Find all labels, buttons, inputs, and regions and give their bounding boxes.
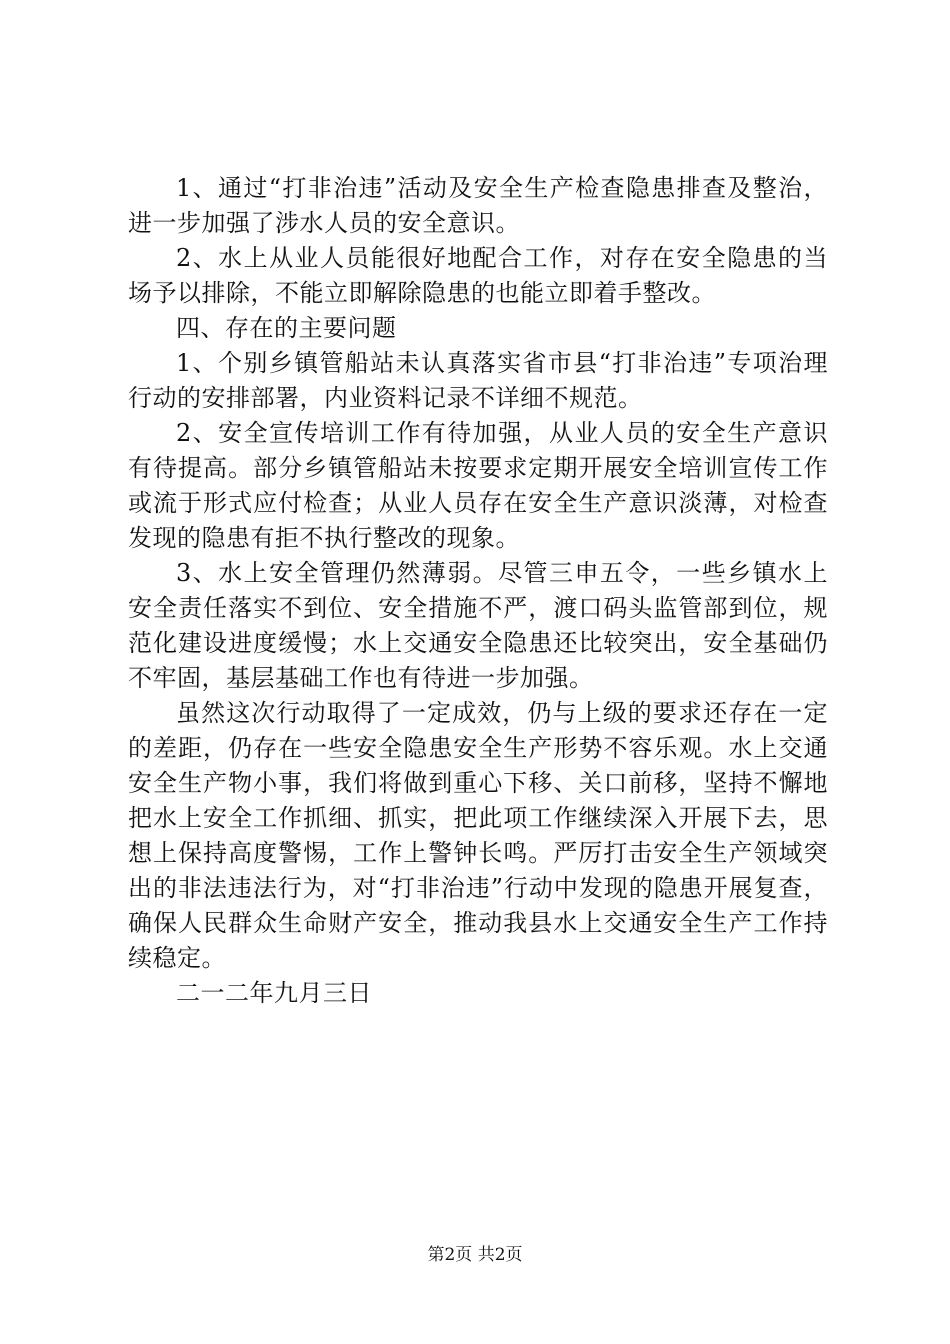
paragraph-problem-3: 3、水上安全管理仍然薄弱。尽管三申五令，一些乡镇水上安全责任落实不到位、安全措施不严，渡口码头监管部到位，规范化建设进度缓慢；水上交通安全隐患还比较突出，安全基础仍不牢固，基层基础工作也有待进一步加强。	[128, 559, 828, 692]
section-heading-problems: 四、存在的主要问题	[176, 314, 397, 342]
paragraph-problem-2: 2、安全宣传培训工作有待加强，从业人员的安全生产意识有待提高。部分乡镇管船站未按要求定期开展安全培训宣传工作或流于形式应付检查；从业人员存在安全生产意识淡薄，对检查发现的隐患有拒不执行整改的现象。	[128, 419, 828, 552]
paragraph-problem-1: 1、个别乡镇管船站未认真落实省市县“打非治违”专项治理行动的安排部署，内业资料记录不详细不规范。	[128, 349, 828, 412]
document-date: 二一二年九月三日	[176, 979, 372, 1007]
paragraph-result-1: 1、通过“打非治违”活动及安全生产检查隐患排查及整治，进一步加强了涉水人员的安全意识。	[128, 174, 828, 237]
paragraph-conclusion: 虽然这次行动取得了一定成效，仍与上级的要求还存在一定的差距，仍存在一些安全隐患安全生产形势不容乐观。水上交通安全生产物小事，我们将做到重心下移、关口前移，坚持不懈地把水上安全工作抓细、抓实，把此项工作继续深入开展下去，思想上保持高度警惕，工作上警钟长鸣。严厉打击安全生产领域突出的非法违法行为，对“打非治违”行动中发现的隐患开展复查，确保人民群众生命财产安全，推动我县水上交通安全生产工作持续稳定。	[128, 699, 828, 972]
page-number-footer: 第2页 共2页	[427, 1245, 523, 1265]
document-body	[128, 171, 828, 1011]
paragraph-result-2: 2、水上从业人员能很好地配合工作，对存在安全隐患的当场予以排除，不能立即解除隐患的也能立即着手整改。	[128, 244, 828, 307]
